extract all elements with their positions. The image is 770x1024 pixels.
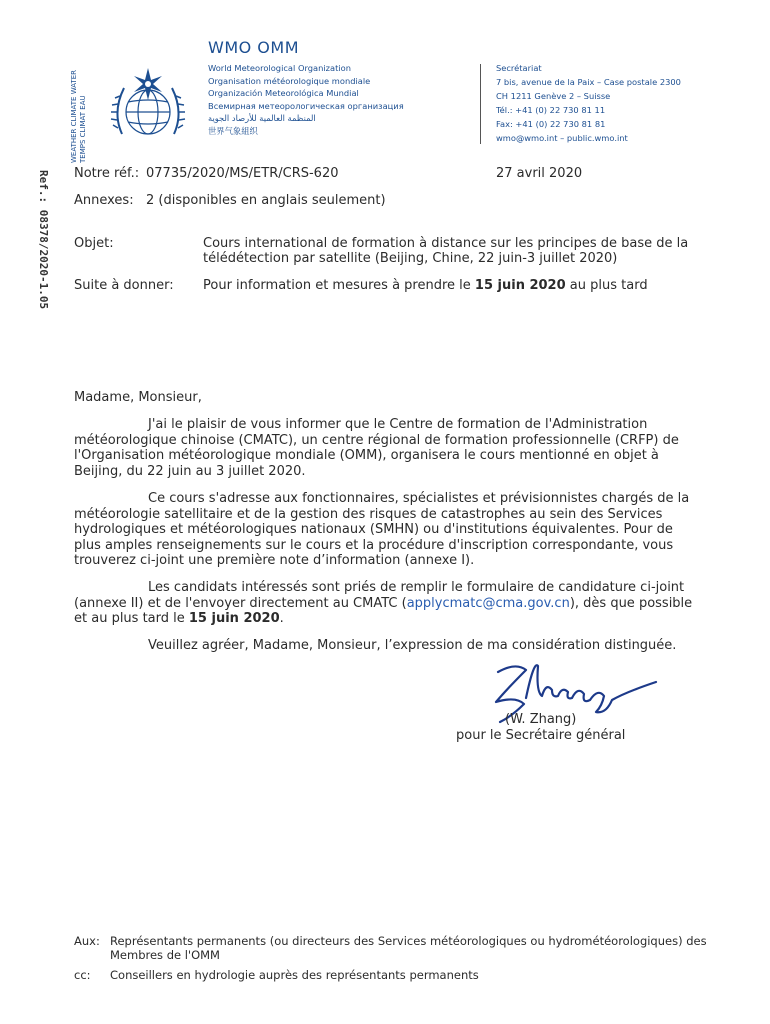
secretariat-address-line-1: 7 bis, avenue de la Paix – Case postale 2300: [496, 76, 681, 87]
letter-date: 27 avril 2020: [496, 166, 583, 181]
secretariat-tel: Tél.: +41 (0) 22 730 81 11: [496, 104, 606, 115]
signatory-title: pour le Secrétaire général: [456, 728, 626, 743]
org-name-es: Organización Meteorológica Mundial: [208, 88, 359, 98]
secretariat-fax: Fax: +41 (0) 22 730 81 81: [496, 118, 606, 129]
salutation: Madame, Monsieur,: [74, 390, 202, 405]
paragraph-1-text: J'ai le plaisir de vous informer que le Centre de formation de l'Administration météorologique chinoise (CMATC), un centre régional de formation professionnelle (CRFP) de l'Organisation météorologique mondiale (OMM), organisera le cours mentionné en objet à Beijing, du 22 juin au 3 juillet 2020.: [74, 417, 679, 479]
org-name-fr: Organisation météorologique mondiale: [208, 75, 371, 86]
paragraph-3-text-pre: Les candidats intéressés sont priés de remplir le formulaire de candidature ci-joint (annexe II) et de l'envoyer directement au CMATC (: [74, 580, 685, 611]
ref-value: 07735/2020/MS/ETR/CRS-620: [146, 166, 339, 181]
org-name-ar: المنظمة العالمية للأرصاد الجوية: [208, 113, 316, 123]
secretariat-email-web: wmo@wmo.int – public.wmo.int: [496, 132, 628, 143]
paragraph-3: [74, 580, 694, 627]
motto-line-1: WEATHER CLIMATE WATER: [70, 69, 78, 163]
org-name-en: World Meteorological Organization: [208, 63, 351, 73]
reference-stamp-text: Ref.: 08378/2020-1.05: [37, 170, 50, 310]
org-name-zh: 世界气象組织: [208, 125, 258, 136]
signatory-name: (W. Zhang): [505, 712, 577, 727]
org-name-ru: Всемирная метеорологическая организация: [208, 100, 404, 111]
action-text-pre: Pour information et mesures à prendre le: [203, 278, 475, 293]
annex-label: Annexes:: [74, 193, 134, 208]
org-title: WMO OMM: [208, 38, 300, 57]
paragraph-3-deadline: 15 juin 2020: [188, 611, 280, 626]
secretariat-address-line-2: CH 1211 Genève 2 – Suisse: [496, 90, 611, 101]
subject-label: Objet:: [74, 236, 114, 251]
cc-label: cc:: [74, 968, 91, 982]
annex-value: 2 (disponibles en anglais seulement): [146, 193, 386, 208]
paragraph-3-text-post: .: [279, 611, 284, 626]
recipients-text: Représentants permanents (ou directeurs des Services météorologiques ou hydrométéorologiques) des Membres de l'OMM: [110, 934, 707, 962]
paragraph-2-text: Ce cours s'adresse aux fonctionnaires, spécialistes et prévisionnistes chargés de la météorologie satellitaire et de la gestion des risques de catastrophes au sein des Services hydrologiques et météorologiques nationaux (SMHN) ou d'institutions équivalentes. Pour de plus amples renseignements sur le cours et la procédure d'inscription correspondante, vous trouverez ci-joint une première note d’information (annexe I).: [74, 491, 690, 568]
closing-text: Veuillez agréer, Madame, Monsieur, l’expression de ma considération distinguée.: [148, 638, 677, 653]
action-value: [203, 278, 648, 293]
action-text-post: au plus tard: [565, 278, 648, 293]
motto-line-2: TEMPS CLIMAT EAU: [79, 95, 87, 163]
secretariat-title: Secrétariat: [496, 63, 542, 73]
action-deadline: 15 juin 2020: [474, 278, 566, 293]
org-names: [208, 62, 404, 137]
wmo-logo-icon: [104, 62, 192, 150]
paragraph-1: [74, 417, 694, 479]
wmo-motto: [70, 45, 94, 165]
subject-value: Cours international de formation à distance sur les principes de base de la télédétection par satellite (Beijing, Chine, 22 juin-3 juillet 2020): [203, 236, 689, 266]
recipients-label: Aux:: [74, 934, 100, 948]
header-divider: [480, 64, 481, 144]
action-label: Suite à donner:: [74, 278, 174, 293]
paragraph-3-text-mid: ), dès que possible et au plus tard le: [74, 595, 693, 626]
reference-stamp: [36, 170, 52, 310]
paragraph-2: [74, 491, 694, 569]
secretariat-address: [496, 62, 681, 145]
ref-label: Notre réf.:: [74, 166, 140, 181]
cc-text: Conseillers en hydrologie auprès des représentants permanents: [110, 968, 479, 982]
email-link[interactable]: applycmatc@cma.gov.cn: [406, 595, 570, 611]
